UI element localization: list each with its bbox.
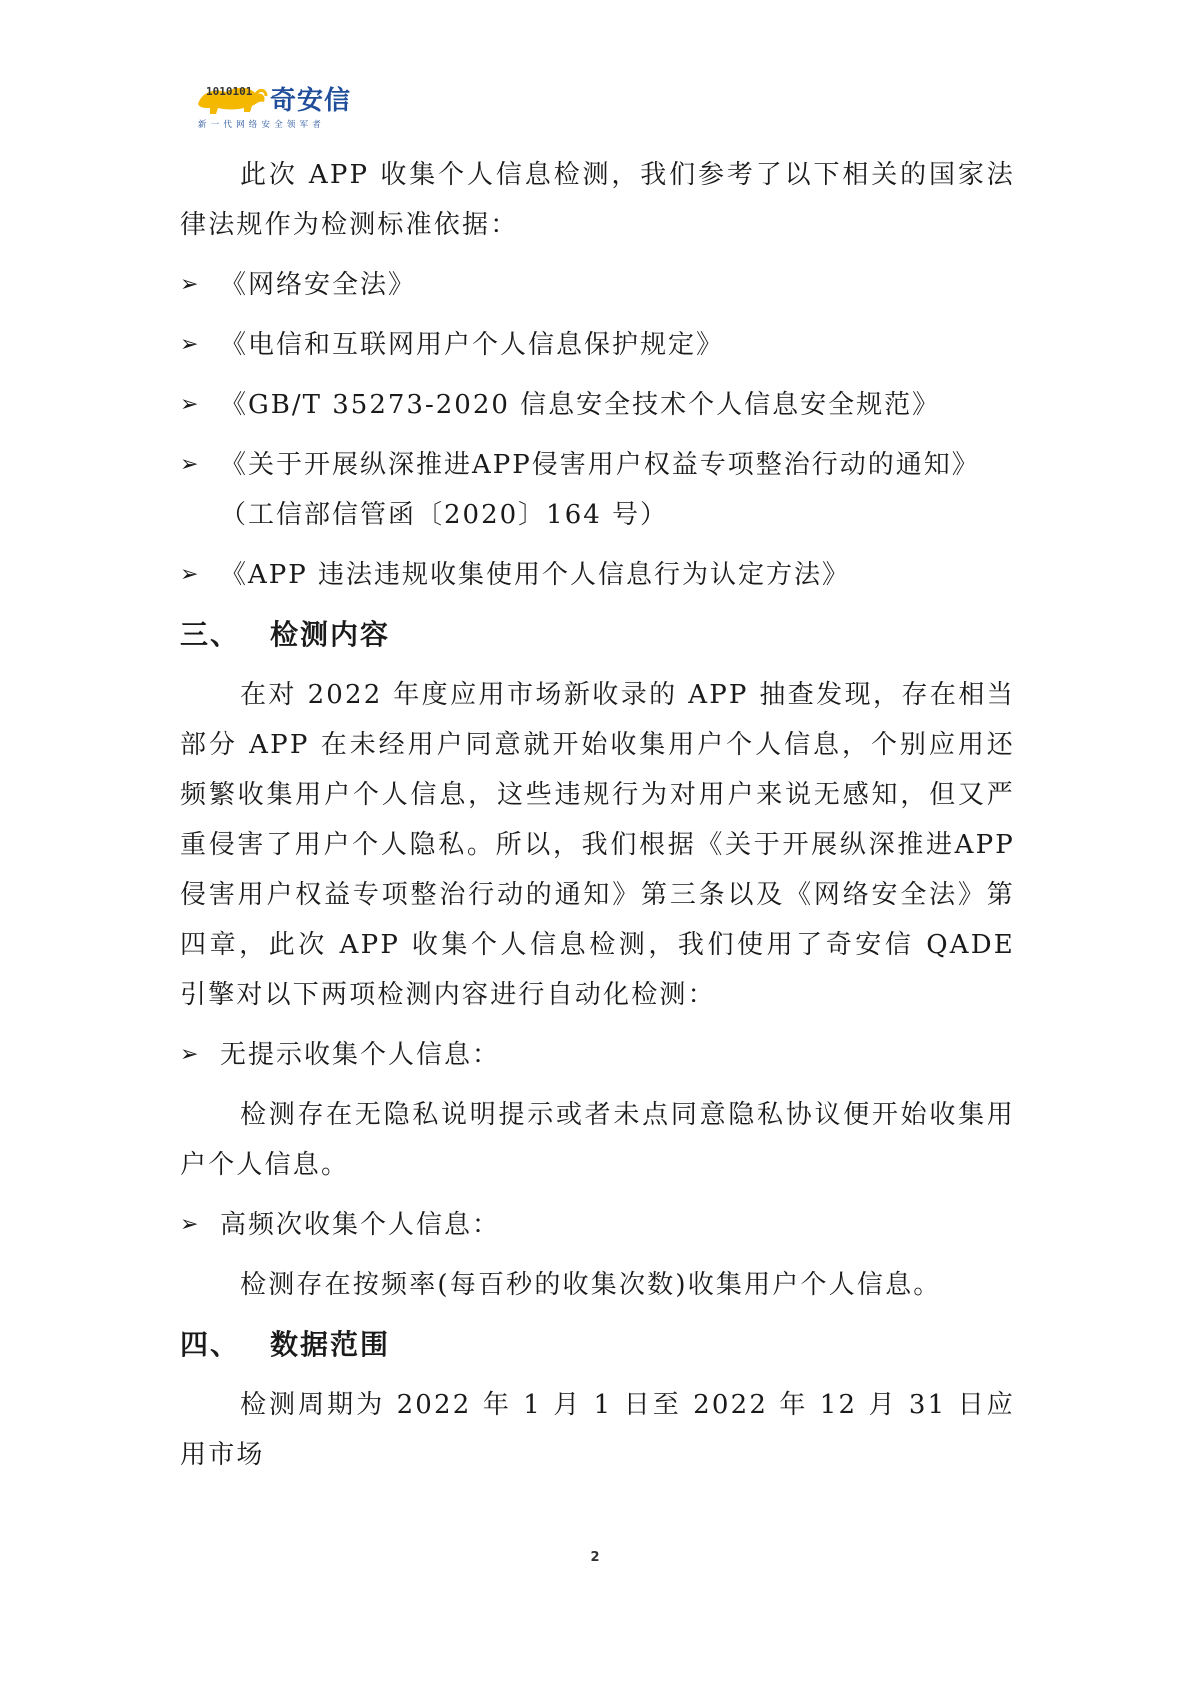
section-heading xyxy=(180,1320,1015,1370)
law-item xyxy=(180,260,1015,310)
law-item xyxy=(180,550,1015,600)
section-heading xyxy=(180,610,1015,660)
check-item-desc: 检测存在按频率(每百秒的收集次数)收集用户个人信息。 xyxy=(240,1270,942,1300)
check-item xyxy=(180,1030,1015,1080)
arrow-bullet-icon: ➢ xyxy=(180,332,201,357)
logo-text: 奇安信 xyxy=(270,86,352,116)
intro-paragraph: 此次 APP 收集个人信息检测，我们参考了以下相关的国家法律法规作为检测标准依据： xyxy=(180,160,1015,240)
law-item-text: 《网络安全法》 xyxy=(220,270,417,300)
check-item-desc: 检测存在无隐私说明提示或者未点同意隐私协议便开始收集用户个人信息。 xyxy=(180,1100,1015,1180)
check-item xyxy=(180,1200,1015,1250)
arrow-bullet-icon: ➢ xyxy=(180,562,201,587)
logo-bits: 1010101 xyxy=(206,85,253,98)
law-item-text: 《GB/T 35273-2020 信息安全技术个人信息安全规范》 xyxy=(220,390,941,420)
arrow-bullet-icon: ➢ xyxy=(180,1212,201,1237)
check-item-title: 高频次收集个人信息： xyxy=(220,1210,501,1240)
arrow-bullet-icon: ➢ xyxy=(180,392,201,417)
section-paragraph: 检测周期为 2022 年 1 月 1 日至 2022 年 12 月 31 日应用市场 xyxy=(180,1390,1015,1470)
law-item xyxy=(180,380,1015,430)
section-number: 三、 xyxy=(180,618,241,651)
arrow-bullet-icon: ➢ xyxy=(180,1042,201,1067)
section-title: 检测内容 xyxy=(270,618,391,651)
law-item xyxy=(180,440,1015,540)
company-logo xyxy=(196,78,376,134)
section-number: 四、 xyxy=(180,1328,241,1361)
page-number: 2 xyxy=(590,1550,600,1565)
law-item-text: 《关于开展纵深推进APP侵害用户权益专项整治行动的通知》（工信部信管函〔2020〕164 号） xyxy=(220,450,980,530)
law-item-text: 《电信和互联网用户个人信息保护规定》 xyxy=(220,330,725,360)
section-title: 数据范围 xyxy=(270,1328,391,1361)
check-item-title: 无提示收集个人信息： xyxy=(220,1040,501,1070)
section-paragraph: 在对 2022 年度应用市场新收录的 APP 抽查发现，存在相当部分 APP 在未经用户同意就开始收集用户个人信息，个别应用还频繁收集用户个人信息，这些违规行为对用户来说无感知，但又严重侵害了用户个人隐私。所以，我们根据《关于开展纵深推进APP侵害用户权益专项整治行动的通知》第三条以及《网络安全法》第四章，此次 APP 收集个人信息检测，我们使用了奇安信 QADE 引擎对以下两项检测内容进行自动化检测： xyxy=(180,680,1015,1010)
arrow-bullet-icon: ➢ xyxy=(180,272,201,297)
logo-slogan: 新一代网络安全领军者 xyxy=(198,120,326,130)
document-body xyxy=(180,150,1015,1480)
law-item-text: 《APP 违法违规收集使用个人信息行为认定方法》 xyxy=(220,560,851,590)
law-item xyxy=(180,320,1015,370)
arrow-bullet-icon: ➢ xyxy=(180,452,201,477)
